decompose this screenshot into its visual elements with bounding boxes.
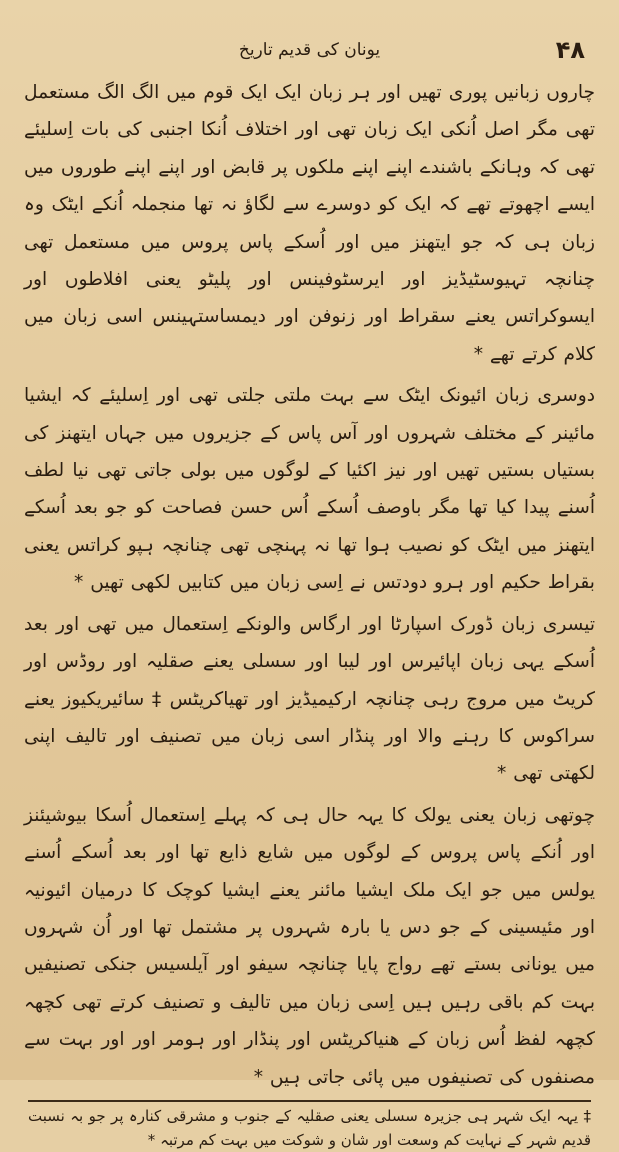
running-title: یونان کی قدیم تاریخ (238, 40, 381, 60)
page-body (24, 74, 595, 1096)
page-number: ۴۸ (555, 36, 585, 64)
page-header (24, 36, 595, 70)
paragraph-1: چاروں زبانیں پوری تھیں اور ہر زبان ایک ایک قوم میں الگ الگ مستعمل تھی مگر اصل اُنکی ایک زبان تھی اور اختلاف اُنکا اجنبی کی بات اِسلیئے تھی کہ وہانکے باشندے اپنے اپنے ملکوں پر قابض اور اپنے اپنے طوروں میں ایسے اچھوتے تھے کہ ایک کو دوسرے سے لگاؤ نہ تھا منجملہ اُنکے ایٹک وہ زبان ہی کہ جو ایتھنز میں اور اُسکے پاس پروس میں مستعمل تھی چنانچہ تہیوسٹیڈیز اور ایرسٹوفینس اور پلیٹو یعنی افلاطوں اور ایسوکراتس یعنے سقراط اور زنوفن اور دیمساستہینس اسی زبان میں کلام کرتے تھے * (24, 82, 595, 365)
paragraph-4: چوتھی زبان یعنی یولک کا یہہ حال ہی کہ پہلے اِستعمال اُسکا بیوشیئنز اور اُنکے پاس پروس کے لوگوں میں شایع ذایع تھا اور بعد اُسکے اُسنے یولس میں جو ایک ملک ایشیا مائنر یعنے ایشیا کوچک کا درمیان ائیونیہ اور مئیسینی کے جو دس یا بارہ شہروں پر مشتمل تھا اور اُن شہروں میں یونانی بستے تھے رواج پایا چنانچہ سیفو اور آیلسیس جنکی تصنیفیں بہت کم باقی رہیں ہیں اِسی زبان میں تالیف و تصنیف کرتے تھی کچھہ کچھہ لفظ اُس زبان کے ھنیاکریٹس اور پنڈار اور ہومر اور اور بہت سے مصنفوں کی تصنیفوں میں پائی جاتی ہیں * (24, 804, 595, 1088)
footnote: ‡ یہہ ایک شہر ہی جزیرہ سسلی یعنی صقلیہ کے جنوب و مشرقی کنارہ پر جو بہ نسبت قدیم شہر کے نہایت کم وسعت اور شان و شوکت میں بہت کم مرتبہ * (28, 1106, 591, 1149)
paragraph-2: دوسری زبان ائیونک ایٹک سے بہت ملتی جلتی تھی اور اِسلیئے کہ ایشیا مائینر کے مختلف شہروں اور آس پاس کے جزیروں میں جہاں ایتھنز کی بستیاں بستیں تھیں اور نیز اکئیا کے لوگوں میں بولی جاتی تھی نیا لطف اُسنے پیدا کیا تھا مگر باوصف اُسکے اُس حسن فصاحت کو جو بعد اُسکے ایتھنز میں ایٹک کو نصیب ہوا تھا نہ پہنچی تھی چنانچہ ہپو کراتس یعنی بقراط حکیم اور ہرو دودتس نے اِسی زبان میں کتابیں لکھی تھیں * (24, 385, 595, 594)
paragraph-3: تیسری زبان ڈورک اسپارٹا اور ارگاس والونکے اِستعمال میں تھی اور بعد اُسکے یہی زبان اپائیرس اور لیبا اور سسلی یعنے صقلیہ اور روڈس اور کریٹ میں مروج رہی چنانچہ ارکیمیڈیز اور تھیاکریٹس ‡ سائیریکیوز یعنے سراکوس کا رہنے والا اور پنڈار اسی زبان میں تصنیف اور تالیف اپنی لکھتی تھی * (24, 613, 595, 785)
footnote-divider (28, 1100, 591, 1102)
